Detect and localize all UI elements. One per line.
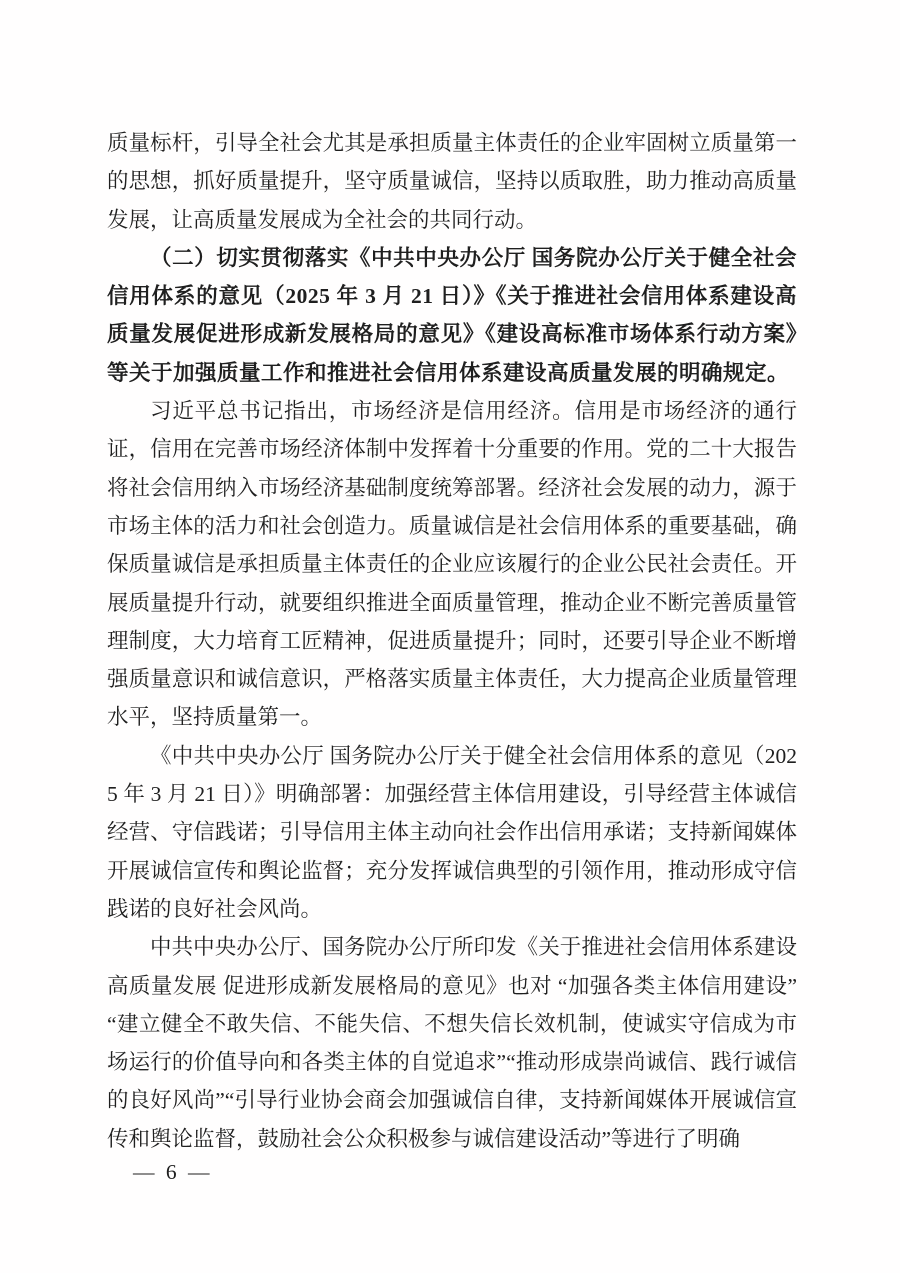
paragraph: 中共中央办公厅、国务院办公厅所印发《关于推进社会信用体系建设高质量发展 促进形成新发展格局的意见》也对 “加强各类主体信用建设”“建立健全不敢失信、不能失信、不想失信长效机制，使诚实守信成为市场运行的价值导向和各类主体的自觉追求”“推动形成崇尚诚信、践行诚信的良好风尚”“引导行业协会商会加强诚信自律，支持新闻媒体开展诚信宣传和舆论监督，鼓励社会公众积极参与诚信建设活动”等进行了明确: [107, 935, 797, 1151]
page-number: — 6 —: [133, 1160, 213, 1184]
section-heading: （二）切实贯彻落实《中共中央办公厅 国务院办公厅关于健全社会信用体系的意见（2025 年 3 月 21 日）》《关于推进社会信用体系建设高质量发展促进形成新发展格局的意见》《建设高标准市场体系行动方案》等关于加强质量工作和推进社会信用体系建设高质量发展的明确规定。: [107, 245, 797, 385]
paragraph: 习近平总书记指出，市场经济是信用经济。信用是市场经济的通行证，信用在完善市场经济体制中发挥着十分重要的作用。党的二十大报告将社会信用纳入市场经济基础制度统筹部署。经济社会发展的动力，源于市场主体的活力和社会创造力。质量诚信是社会信用体系的重要基础，确保质量诚信是承担质量主体责任的企业应该履行的企业公民社会责任。开展质量提升行动，就要组织推进全面质量管理，推动企业不断完善质量管理制度，大力培育工匠精神，促进质量提升；同时，还要引导企业不断增强质量意识和诚信意识，严格落实质量主体责任，大力提高企业质量管理水平，坚持质量第一。: [107, 399, 797, 730]
page-content: [107, 124, 797, 1158]
paragraph-continuation: 质量标杆，引导全社会尤其是承担质量主体责任的企业牢固树立质量第一的思想，抓好质量提升，坚守质量诚信，坚持以质取胜，助力推动高质量发展，让高质量发展成为全社会的共同行动。: [107, 131, 797, 232]
paragraph: 《中共中央办公厅 国务院办公厅关于健全社会信用体系的意见（2025 年 3 月 21 日）》明确部署：加强经营主体信用建设，引导经营主体诚信经营、守信践诺；引导信用主体主动向社会作出信用承诺；支持新闻媒体开展诚信宣传和舆论监督；充分发挥诚信典型的引领作用，推动形成守信践诺的良好社会风尚。: [107, 743, 797, 921]
